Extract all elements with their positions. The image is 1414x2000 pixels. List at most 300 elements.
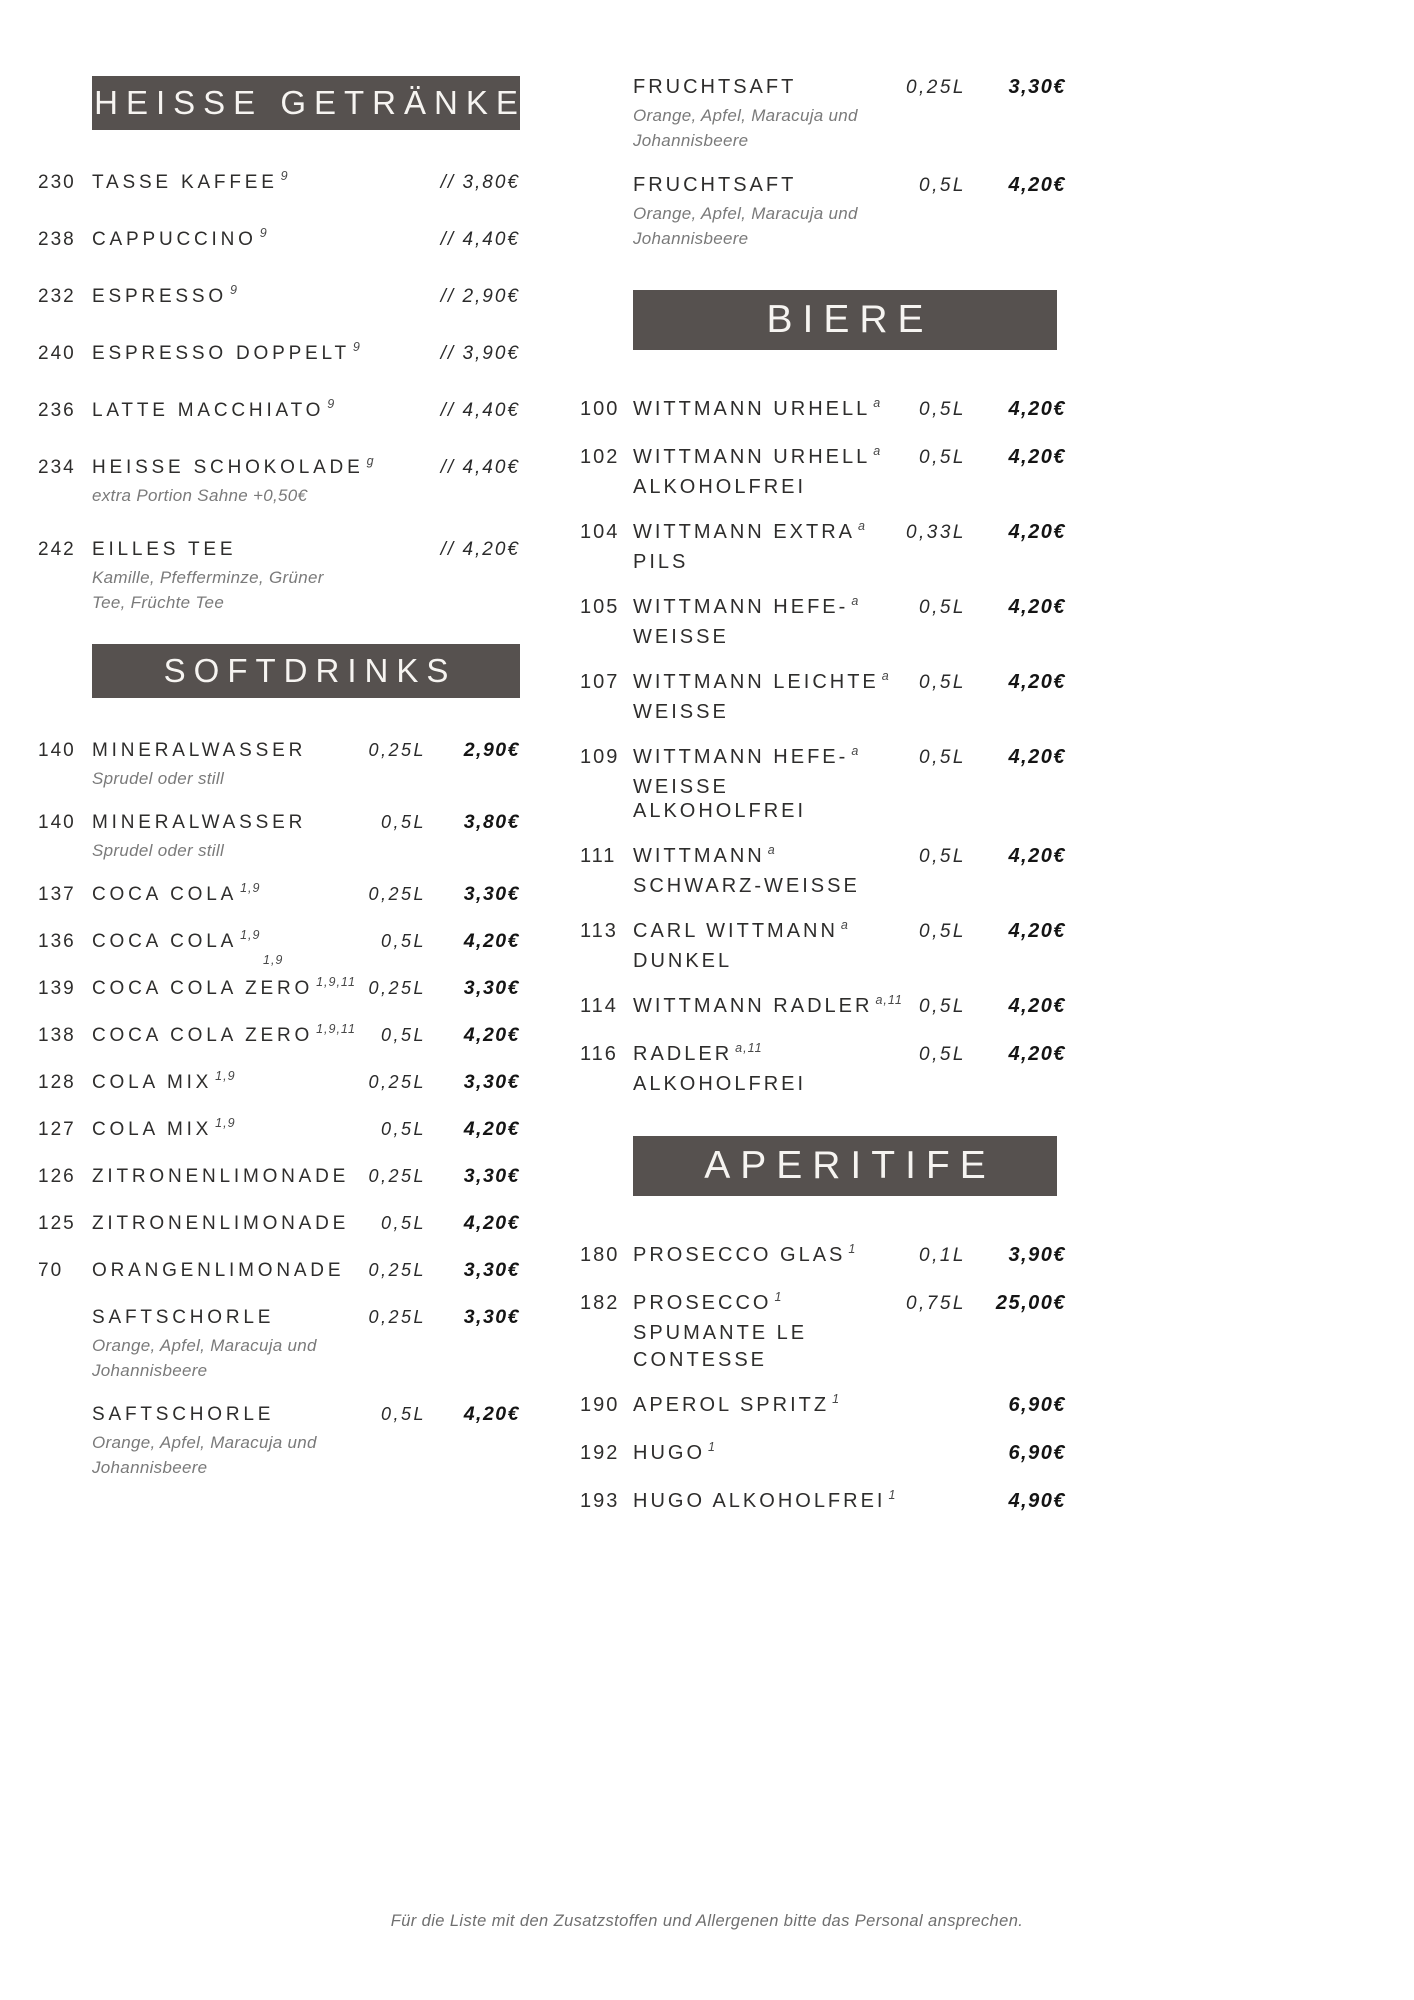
item-price: 6,90€ — [1008, 1442, 1066, 1464]
item-name-line — [92, 1023, 356, 1050]
item-price: 4,20€ — [463, 1118, 520, 1140]
item-size: 0,5L — [919, 597, 966, 618]
item-number: 140 — [38, 740, 76, 761]
item-price: 4,20€ — [463, 1212, 520, 1234]
item-superscript: 1,9 — [240, 928, 261, 942]
item-body — [92, 929, 362, 956]
item-body — [633, 1242, 896, 1270]
item-name-line — [633, 669, 890, 697]
item-price: 4,20€ — [1008, 1043, 1066, 1065]
item-name-line — [633, 843, 890, 871]
item-body — [633, 918, 896, 973]
item-number: 232 — [38, 286, 76, 307]
item-number: 102 — [580, 446, 620, 468]
item-size: 0,5L — [919, 399, 966, 420]
item-description: Orange, Apfel, Maracuja und — [92, 1336, 317, 1355]
item-price: 4,20€ — [1008, 596, 1066, 618]
item-size: 0,5L — [919, 996, 966, 1017]
item-description: Orange, Apfel, Maracuja und — [633, 204, 858, 223]
item-superscript: a — [873, 396, 882, 410]
item-superscript: 9 — [229, 283, 238, 297]
item-number: 190 — [580, 1394, 620, 1416]
menu-item-row — [38, 1164, 520, 1191]
item-size: 0,25L — [368, 978, 426, 998]
item-name-line — [633, 1392, 974, 1420]
item-description: Kamille, Pfefferminze, Grüner — [92, 568, 324, 587]
item-superscript: a — [851, 744, 860, 758]
menu-item-row — [580, 444, 1066, 499]
item-price: 4,20€ — [1008, 521, 1066, 543]
item-body — [92, 1023, 362, 1050]
item-name-line2: CONTESSE — [633, 1349, 768, 1371]
section-header — [633, 290, 1057, 350]
item-name-line2: SCHWARZ-WEISSE — [633, 875, 860, 897]
item-name: ZITRONENLIMONADE — [92, 1166, 350, 1187]
item-name: WITTMANN RADLER — [633, 995, 873, 1017]
item-description: Johannisbeere — [633, 229, 749, 248]
item-number: 238 — [38, 229, 76, 250]
item-body — [633, 744, 896, 823]
item-name: WITTMANN HEFE- — [633, 746, 849, 768]
item-name: HUGO ALKOHOLFREI — [633, 1490, 886, 1512]
item-name-line — [92, 929, 356, 956]
item-name: LATTE MACCHIATO — [92, 400, 325, 421]
menu-section — [580, 1136, 1066, 1516]
item-size: 0,25L — [368, 884, 426, 904]
item-description: Sprudel oder still — [92, 769, 225, 788]
item-name: PROSECCO — [633, 1292, 772, 1314]
item-description: extra Portion Sahne +0,50€ — [92, 486, 308, 505]
menu-item-row — [38, 1117, 520, 1144]
item-price: 4,20€ — [1008, 995, 1066, 1017]
item-name: ZITRONENLIMONADE — [92, 1213, 350, 1234]
item-name-line — [92, 455, 404, 482]
menu-item-row — [38, 810, 520, 862]
item-number: 230 — [38, 172, 76, 193]
menu-item-row — [38, 341, 520, 368]
item-size: 0,1L — [919, 1245, 966, 1266]
item-price: 3,80€ — [463, 811, 520, 833]
item-name: TASSE KAFFEE — [92, 172, 278, 193]
item-superscript: 1,9 — [215, 1069, 236, 1083]
item-name: FRUCHTSAFT — [633, 174, 797, 196]
item-name-line — [92, 1211, 356, 1238]
item-name: APEROL SPRITZ — [633, 1394, 830, 1416]
item-price: 3,30€ — [463, 1259, 520, 1281]
item-price: // 4,40€ — [440, 400, 520, 421]
menu-item-row — [38, 1258, 520, 1285]
item-superscript: a,11 — [735, 1041, 763, 1055]
item-name: ORANGENLIMONADE — [92, 1260, 345, 1281]
menu-item-row — [580, 1290, 1066, 1372]
menu-item-row — [580, 1041, 1066, 1096]
item-number: 128 — [38, 1072, 76, 1093]
item-superscript: a — [881, 669, 890, 683]
menu-item-row — [580, 1488, 1066, 1516]
item-number: 113 — [580, 920, 618, 942]
item-price: 3,30€ — [1008, 76, 1066, 98]
item-name: COLA MIX — [92, 1119, 213, 1140]
item-body — [92, 1402, 362, 1479]
menu-section — [38, 76, 526, 614]
item-name: WITTMANN — [633, 845, 765, 867]
item-name: WITTMANN URHELL — [633, 398, 871, 420]
menu-item-row — [580, 993, 1066, 1021]
item-number: 100 — [580, 398, 620, 420]
item-price: 4,20€ — [1008, 398, 1066, 420]
item-name-line — [633, 1290, 890, 1318]
item-name: CARL WITTMANN — [633, 920, 838, 942]
item-name: ESPRESSO — [92, 286, 227, 307]
section-header — [92, 76, 526, 130]
item-size: 0,25L — [368, 1307, 426, 1327]
item-superscript: 9 — [352, 340, 361, 354]
menu-item-row — [580, 519, 1066, 574]
item-name-line — [92, 976, 356, 1003]
item-name: ESPRESSO DOPPELT — [92, 343, 350, 364]
menu-item-row — [38, 398, 520, 425]
item-name-line — [92, 284, 404, 311]
item-name-line — [92, 341, 404, 368]
item-description: Orange, Apfel, Maracuja und — [92, 1433, 317, 1452]
item-name-line — [633, 1242, 890, 1270]
item-body — [633, 74, 896, 152]
item-number: 107 — [580, 671, 620, 693]
item-superscript: 9 — [259, 226, 268, 240]
item-body — [633, 1488, 980, 1516]
menu-item-row — [38, 1211, 520, 1238]
menu-item-row — [580, 669, 1066, 724]
item-number: 104 — [580, 521, 620, 543]
menu-item-row — [38, 1070, 520, 1097]
item-number: 136 — [38, 931, 76, 952]
item-size: 0,5L — [919, 846, 966, 867]
item-name: PROSECCO GLAS — [633, 1244, 846, 1266]
menu-item-row — [580, 74, 1066, 152]
item-number: 138 — [38, 1025, 76, 1046]
section-header — [92, 644, 520, 698]
item-price: 25,00€ — [995, 1292, 1066, 1314]
item-body — [92, 537, 410, 614]
item-name: MINERALWASSER — [92, 740, 307, 761]
menu-item-row — [38, 1023, 520, 1050]
item-number: 139 — [38, 978, 76, 999]
item-body — [92, 1117, 362, 1144]
item-name-line — [633, 1488, 974, 1516]
item-number: 125 — [38, 1213, 76, 1234]
item-body — [633, 1440, 980, 1468]
item-price: // 3,90€ — [440, 343, 520, 364]
section-title: APERITIFE — [704, 1144, 996, 1187]
item-name: WITTMANN URHELL — [633, 446, 871, 468]
item-number: 70 — [38, 1260, 64, 1281]
item-body — [633, 519, 896, 574]
item-number: 126 — [38, 1166, 76, 1187]
item-name-line — [92, 882, 356, 909]
item-price: 4,20€ — [1008, 446, 1066, 468]
item-body — [633, 669, 896, 724]
item-name: SAFTSCHORLE — [92, 1404, 275, 1425]
item-price: 3,90€ — [1008, 1244, 1066, 1266]
item-name-line — [633, 993, 903, 1021]
item-name-line — [92, 227, 404, 254]
item-name-line — [633, 1041, 890, 1069]
item-size: 0,33L — [905, 522, 966, 543]
menu-item-row — [580, 1392, 1066, 1420]
menu-item-row — [38, 738, 520, 790]
item-name: HUGO — [633, 1442, 705, 1464]
item-size: 0,5L — [380, 1213, 426, 1233]
menu-item-row — [38, 882, 520, 909]
item-description: Johannisbeere — [633, 131, 749, 150]
item-body — [92, 882, 362, 909]
item-number: 140 — [38, 812, 76, 833]
menu-section — [580, 290, 1066, 1096]
item-name: COCA COLA — [92, 931, 238, 952]
section-header — [633, 1136, 1057, 1196]
item-superscript: 1 — [848, 1242, 857, 1256]
item-name-line — [633, 74, 890, 102]
item-body — [633, 993, 903, 1021]
item-description: Sprudel oder still — [92, 841, 225, 860]
item-name: RADLER — [633, 1043, 733, 1065]
item-body — [633, 594, 896, 649]
item-price: 4,20€ — [1008, 920, 1066, 942]
item-number: 193 — [580, 1490, 620, 1512]
item-description: Johannisbeere — [92, 1361, 208, 1380]
item-superscript: g — [366, 454, 375, 468]
item-price: 3,30€ — [463, 1165, 520, 1187]
item-name: COCA COLA — [92, 884, 238, 905]
item-name-line2: SPUMANTE LE — [633, 1322, 808, 1344]
item-name-line2: DUNKEL — [633, 950, 733, 972]
item-body — [92, 455, 410, 507]
item-number: 180 — [580, 1244, 620, 1266]
item-superscript: 9 — [280, 169, 289, 183]
item-size: 0,5L — [380, 931, 426, 951]
item-name-line — [633, 744, 890, 772]
item-size: 0,5L — [919, 447, 966, 468]
item-price: 4,20€ — [463, 930, 520, 952]
item-price: // 4,20€ — [440, 539, 520, 560]
item-superscript: 1,9 — [215, 1116, 236, 1130]
item-body — [633, 1392, 980, 1420]
item-number: 111 — [580, 845, 617, 867]
item-name-line2: ALKOHOLFREI — [633, 1073, 807, 1095]
item-price: // 2,90€ — [440, 286, 520, 307]
item-name: MINERALWASSER — [92, 812, 307, 833]
item-body — [633, 396, 896, 424]
item-size: 0,25L — [368, 1166, 426, 1186]
item-description: Tee, Früchte Tee — [92, 593, 225, 612]
item-superscript: a — [858, 519, 866, 533]
item-name-line — [633, 396, 890, 424]
item-body — [92, 1305, 362, 1382]
menu-item-row — [38, 976, 520, 1003]
item-name-line — [92, 1070, 356, 1097]
item-number: 116 — [580, 1043, 618, 1065]
item-name-line — [633, 172, 890, 200]
item-number: 182 — [580, 1292, 620, 1314]
item-description: Johannisbeere — [92, 1458, 208, 1477]
menu-item-row — [580, 172, 1066, 250]
item-name: COLA MIX — [92, 1072, 213, 1093]
footer-note: Für die Liste mit den Zusatzstoffen und Allergenen bitte das Personal ansprechen. — [390, 1912, 1024, 1930]
item-name-line — [92, 1258, 356, 1285]
menu-section — [38, 644, 520, 1479]
menu-item-row — [38, 1402, 520, 1479]
item-size: 0,5L — [919, 1044, 966, 1065]
item-name-line — [92, 170, 404, 197]
item-size: 0,25L — [905, 77, 966, 98]
item-size: 0,75L — [905, 1293, 966, 1314]
item-price: 3,30€ — [463, 1071, 520, 1093]
item-price: 3,30€ — [463, 1306, 520, 1328]
item-number: 240 — [38, 343, 76, 364]
item-name: CAPPUCCINO — [92, 229, 257, 250]
item-body — [92, 170, 410, 197]
item-price: 4,20€ — [463, 1024, 520, 1046]
item-price: 2,90€ — [463, 739, 520, 761]
item-name-line — [92, 810, 356, 837]
section-title: HEISSE GETRÄNKE — [94, 84, 526, 121]
item-name-line — [633, 594, 890, 622]
item-name: FRUCHTSAFT — [633, 76, 797, 98]
item-name-line — [92, 738, 356, 765]
item-superscript: 1,9 — [240, 881, 261, 895]
item-name-line2: WEISSE — [633, 626, 729, 648]
item-superscript: 9 — [327, 397, 336, 411]
item-price: 4,20€ — [1008, 174, 1066, 196]
item-body — [92, 398, 410, 425]
item-name-line — [92, 1117, 356, 1144]
item-price: 3,30€ — [463, 977, 520, 999]
item-body — [92, 1211, 362, 1238]
item-size: 0,5L — [380, 812, 426, 832]
item-size: 0,5L — [380, 1404, 426, 1424]
item-size: 0,5L — [380, 1025, 426, 1045]
item-number: 109 — [580, 746, 620, 768]
menu-item-row — [38, 227, 520, 254]
item-size: 0,5L — [919, 747, 966, 768]
item-superscript: 1 — [774, 1290, 783, 1304]
item-name: HEISSE SCHOKOLADE — [92, 457, 364, 478]
item-number: 105 — [580, 596, 620, 618]
item-body — [92, 1258, 362, 1285]
menu-item-row — [580, 1440, 1066, 1468]
item-price: // 4,40€ — [440, 229, 520, 250]
item-name: COCA COLA ZERO — [92, 978, 314, 999]
item-body — [633, 843, 896, 898]
item-number: 137 — [38, 884, 76, 905]
item-superscript: 1 — [832, 1392, 841, 1406]
item-price: 6,90€ — [1008, 1394, 1066, 1416]
item-body — [92, 976, 362, 1003]
menu-item-row — [38, 1305, 520, 1382]
item-description: Orange, Apfel, Maracuja und — [633, 106, 858, 125]
item-name: EILLES TEE — [92, 539, 237, 560]
section-title: SOFTDRINKS — [163, 652, 457, 689]
menu-item-row — [580, 594, 1066, 649]
item-size: 0,25L — [368, 1260, 426, 1280]
item-superscript: a — [767, 843, 776, 857]
item-price: 4,20€ — [1008, 845, 1066, 867]
item-number: 236 — [38, 400, 76, 421]
item-superscript: a,11 — [875, 993, 903, 1007]
item-size: 0,5L — [919, 672, 966, 693]
item-superscript: a — [840, 918, 849, 932]
menu-item-row — [580, 1242, 1066, 1270]
item-price: 4,20€ — [1008, 746, 1066, 768]
item-body — [92, 1164, 362, 1191]
item-name-line — [92, 1305, 356, 1332]
item-size: 0,5L — [919, 175, 966, 196]
item-body — [92, 1070, 362, 1097]
menu-item-row — [38, 537, 520, 614]
item-number: 192 — [580, 1442, 620, 1464]
item-name-line — [92, 1164, 356, 1191]
menu-item-row — [580, 918, 1066, 973]
item-name-line — [633, 1440, 974, 1468]
item-name: WITTMANN HEFE- — [633, 596, 849, 618]
item-superscript: 1 — [888, 1488, 897, 1502]
item-size: 0,25L — [368, 740, 426, 760]
menu-item-row — [580, 843, 1066, 898]
item-body — [633, 1290, 896, 1372]
item-name-line2: WEISSE ALKOHOLFREI — [633, 776, 807, 822]
section-title: BIERE — [766, 298, 934, 341]
item-price: 4,90€ — [1008, 1490, 1066, 1512]
item-number: 114 — [580, 995, 618, 1017]
item-name-line — [92, 1402, 356, 1429]
item-superscript: 1 — [708, 1440, 716, 1454]
item-name-line — [633, 918, 890, 946]
item-body — [92, 284, 410, 311]
menu-item-row — [38, 455, 520, 507]
item-superscript: a — [873, 444, 882, 458]
item-name-line2: WEISSE — [633, 701, 729, 723]
menu-section — [580, 74, 1066, 250]
item-size: 0,5L — [919, 921, 966, 942]
menu-item-row — [38, 928, 520, 967]
item-number: 234 — [38, 457, 76, 478]
item-price: 4,20€ — [463, 1403, 520, 1425]
item-body — [633, 1041, 896, 1096]
item-name-line2: ALKOHOLFREI — [633, 476, 807, 498]
menu-item-row — [580, 396, 1066, 424]
stray-superscript: 1,9 — [263, 953, 284, 967]
item-body — [92, 341, 410, 368]
item-name-line — [92, 398, 404, 425]
item-price: 3,30€ — [463, 883, 520, 905]
item-name: COCA COLA ZERO — [92, 1025, 314, 1046]
item-number: 127 — [38, 1119, 76, 1140]
menu-item-row — [38, 170, 520, 197]
item-size: 0,25L — [368, 1072, 426, 1092]
column-right — [580, 74, 1066, 1536]
item-body — [92, 810, 362, 862]
item-name: WITTMANN EXTRA — [633, 521, 855, 543]
item-name: SAFTSCHORLE — [92, 1307, 275, 1328]
item-price: 4,20€ — [1008, 671, 1066, 693]
menu-item-row — [38, 284, 520, 311]
item-superscript: a — [851, 594, 860, 608]
item-name-line — [633, 444, 890, 472]
column-left — [38, 76, 526, 1499]
item-body — [633, 172, 896, 250]
item-name: WITTMANN LEICHTE — [633, 671, 879, 693]
item-name-line — [633, 519, 890, 547]
